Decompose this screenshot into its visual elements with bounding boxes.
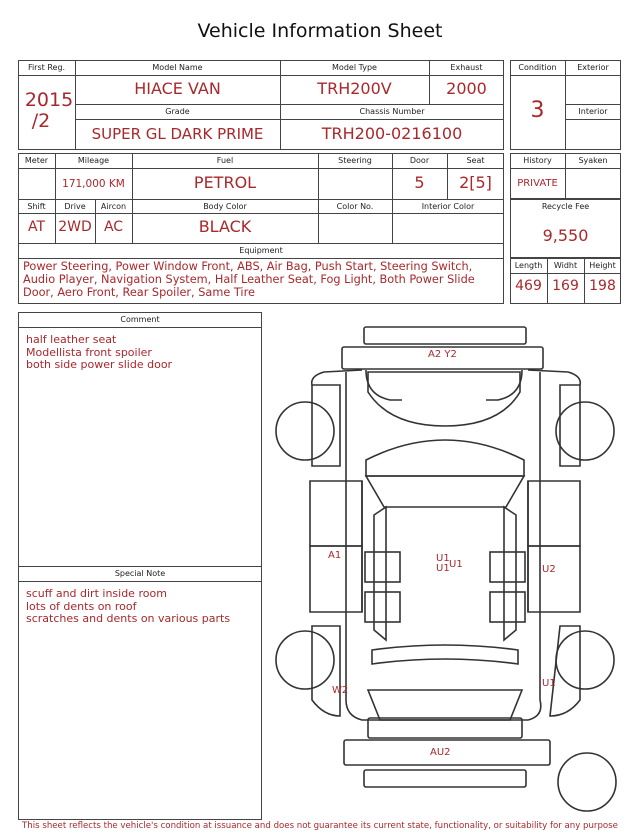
fuel-value: PETROL [193, 173, 257, 192]
condition-label: Condition [518, 63, 557, 72]
history-value: PRIVATE [517, 178, 558, 189]
mileage-value: 171,000 KM [62, 178, 125, 190]
shift-label: Shift [27, 202, 46, 211]
chassis-number-value: TRH200-0216100 [321, 124, 463, 143]
equipment-label: Equipment [239, 246, 283, 255]
door-label: Door [409, 156, 430, 165]
grade-value: SUPER GL DARK PRIME [91, 125, 264, 143]
special-note-line: scratches and dents on various parts [26, 612, 231, 625]
width-value: 169 [552, 278, 579, 294]
body-color-value: BLACK [198, 217, 252, 236]
length-label: Length [514, 261, 543, 270]
special-note-label: Special Note [114, 569, 166, 578]
aircon-label: Aircon [100, 202, 127, 211]
damage-mark-rear: AU2 [430, 747, 451, 758]
mileage-label: Mileage [77, 156, 110, 165]
comment-line: Modellista front spoiler [26, 345, 152, 359]
model-type-label: Model Type [332, 63, 377, 72]
damage-mark-rear-right: U1 [542, 678, 556, 689]
page-title: Vehicle Information Sheet [197, 20, 443, 42]
body-color-label: Body Color [203, 202, 247, 211]
equipment-text: Power Steering, Power Window Front, ABS, Air Bag, Push Start, Steering Switch, Audio Player, Navigation System, Half Leather Seat, Fog Light, Both Power Slide Door, Aero Front, Rear Spoiler, Same Tire [23, 260, 475, 299]
damage-mark-front: A2 Y2 [428, 349, 457, 360]
door-value: 5 [414, 173, 425, 192]
drive-value: 2WD [58, 219, 92, 235]
condition-value: 3 [530, 98, 545, 123]
disclaimer-footer: This sheet reflects the vehicle's condition at issuance and does not guarantee its current state, functionality, or suitability for any purpose [22, 821, 618, 831]
meter-label: Meter [24, 156, 49, 165]
seat-label: Seat [466, 156, 485, 165]
comment-label: Comment [120, 315, 160, 324]
interior-color-label: Interior Color [421, 202, 475, 211]
model-type-value: TRH200V [317, 79, 392, 98]
damage-mark-roof: U1 [449, 559, 463, 570]
damage-mark-right-side: U2 [542, 564, 556, 575]
shift-value: AT [27, 219, 46, 235]
height-label: Height [589, 261, 616, 270]
exhaust-label: Exhaust [450, 63, 483, 72]
interior-label: Interior [578, 107, 608, 116]
length-value: 469 [515, 278, 542, 294]
exhaust-value: 2000 [446, 79, 487, 98]
special-note-line: scuff and dirt inside room [26, 587, 167, 600]
recycle-fee-value: 9,550 [542, 226, 589, 245]
drive-label: Drive [64, 202, 86, 211]
vehicle-damage-diagram [270, 320, 630, 820]
chassis-number-label: Chassis Number [359, 107, 425, 116]
first-reg-label: First Reg. [27, 63, 66, 72]
seat-value: 2[5] [459, 173, 492, 192]
damage-mark-roof: U1 [436, 563, 450, 574]
special-note-line: lots of dents on roof [26, 599, 137, 613]
width-label: Widht [553, 261, 578, 270]
recycle-fee-label: Recycle Fee [541, 202, 590, 211]
color-no-label: Color No. [336, 202, 374, 211]
model-name-label: Model Name [152, 63, 203, 72]
comment-line: both side power slide door [26, 358, 173, 371]
damage-mark-rear-left: W2 [332, 685, 349, 696]
comment-line: half leather seat [26, 333, 117, 346]
syaken-label: Syaken [578, 156, 608, 165]
grade-label: Grade [165, 107, 190, 116]
exterior-label: Exterior [577, 63, 609, 72]
aircon-value: AC [103, 219, 124, 235]
damage-mark-left-side: A1 [328, 550, 342, 561]
model-name-value: HIACE VAN [134, 79, 221, 98]
history-label: History [523, 156, 552, 165]
first-reg-month: /2 [31, 110, 51, 132]
height-value: 198 [589, 278, 616, 294]
fuel-label: Fuel [216, 156, 234, 165]
first-reg-year: 2015 [24, 89, 74, 111]
steering-label: Steering [338, 156, 372, 165]
damage-mark-roof: U1 [436, 553, 450, 564]
